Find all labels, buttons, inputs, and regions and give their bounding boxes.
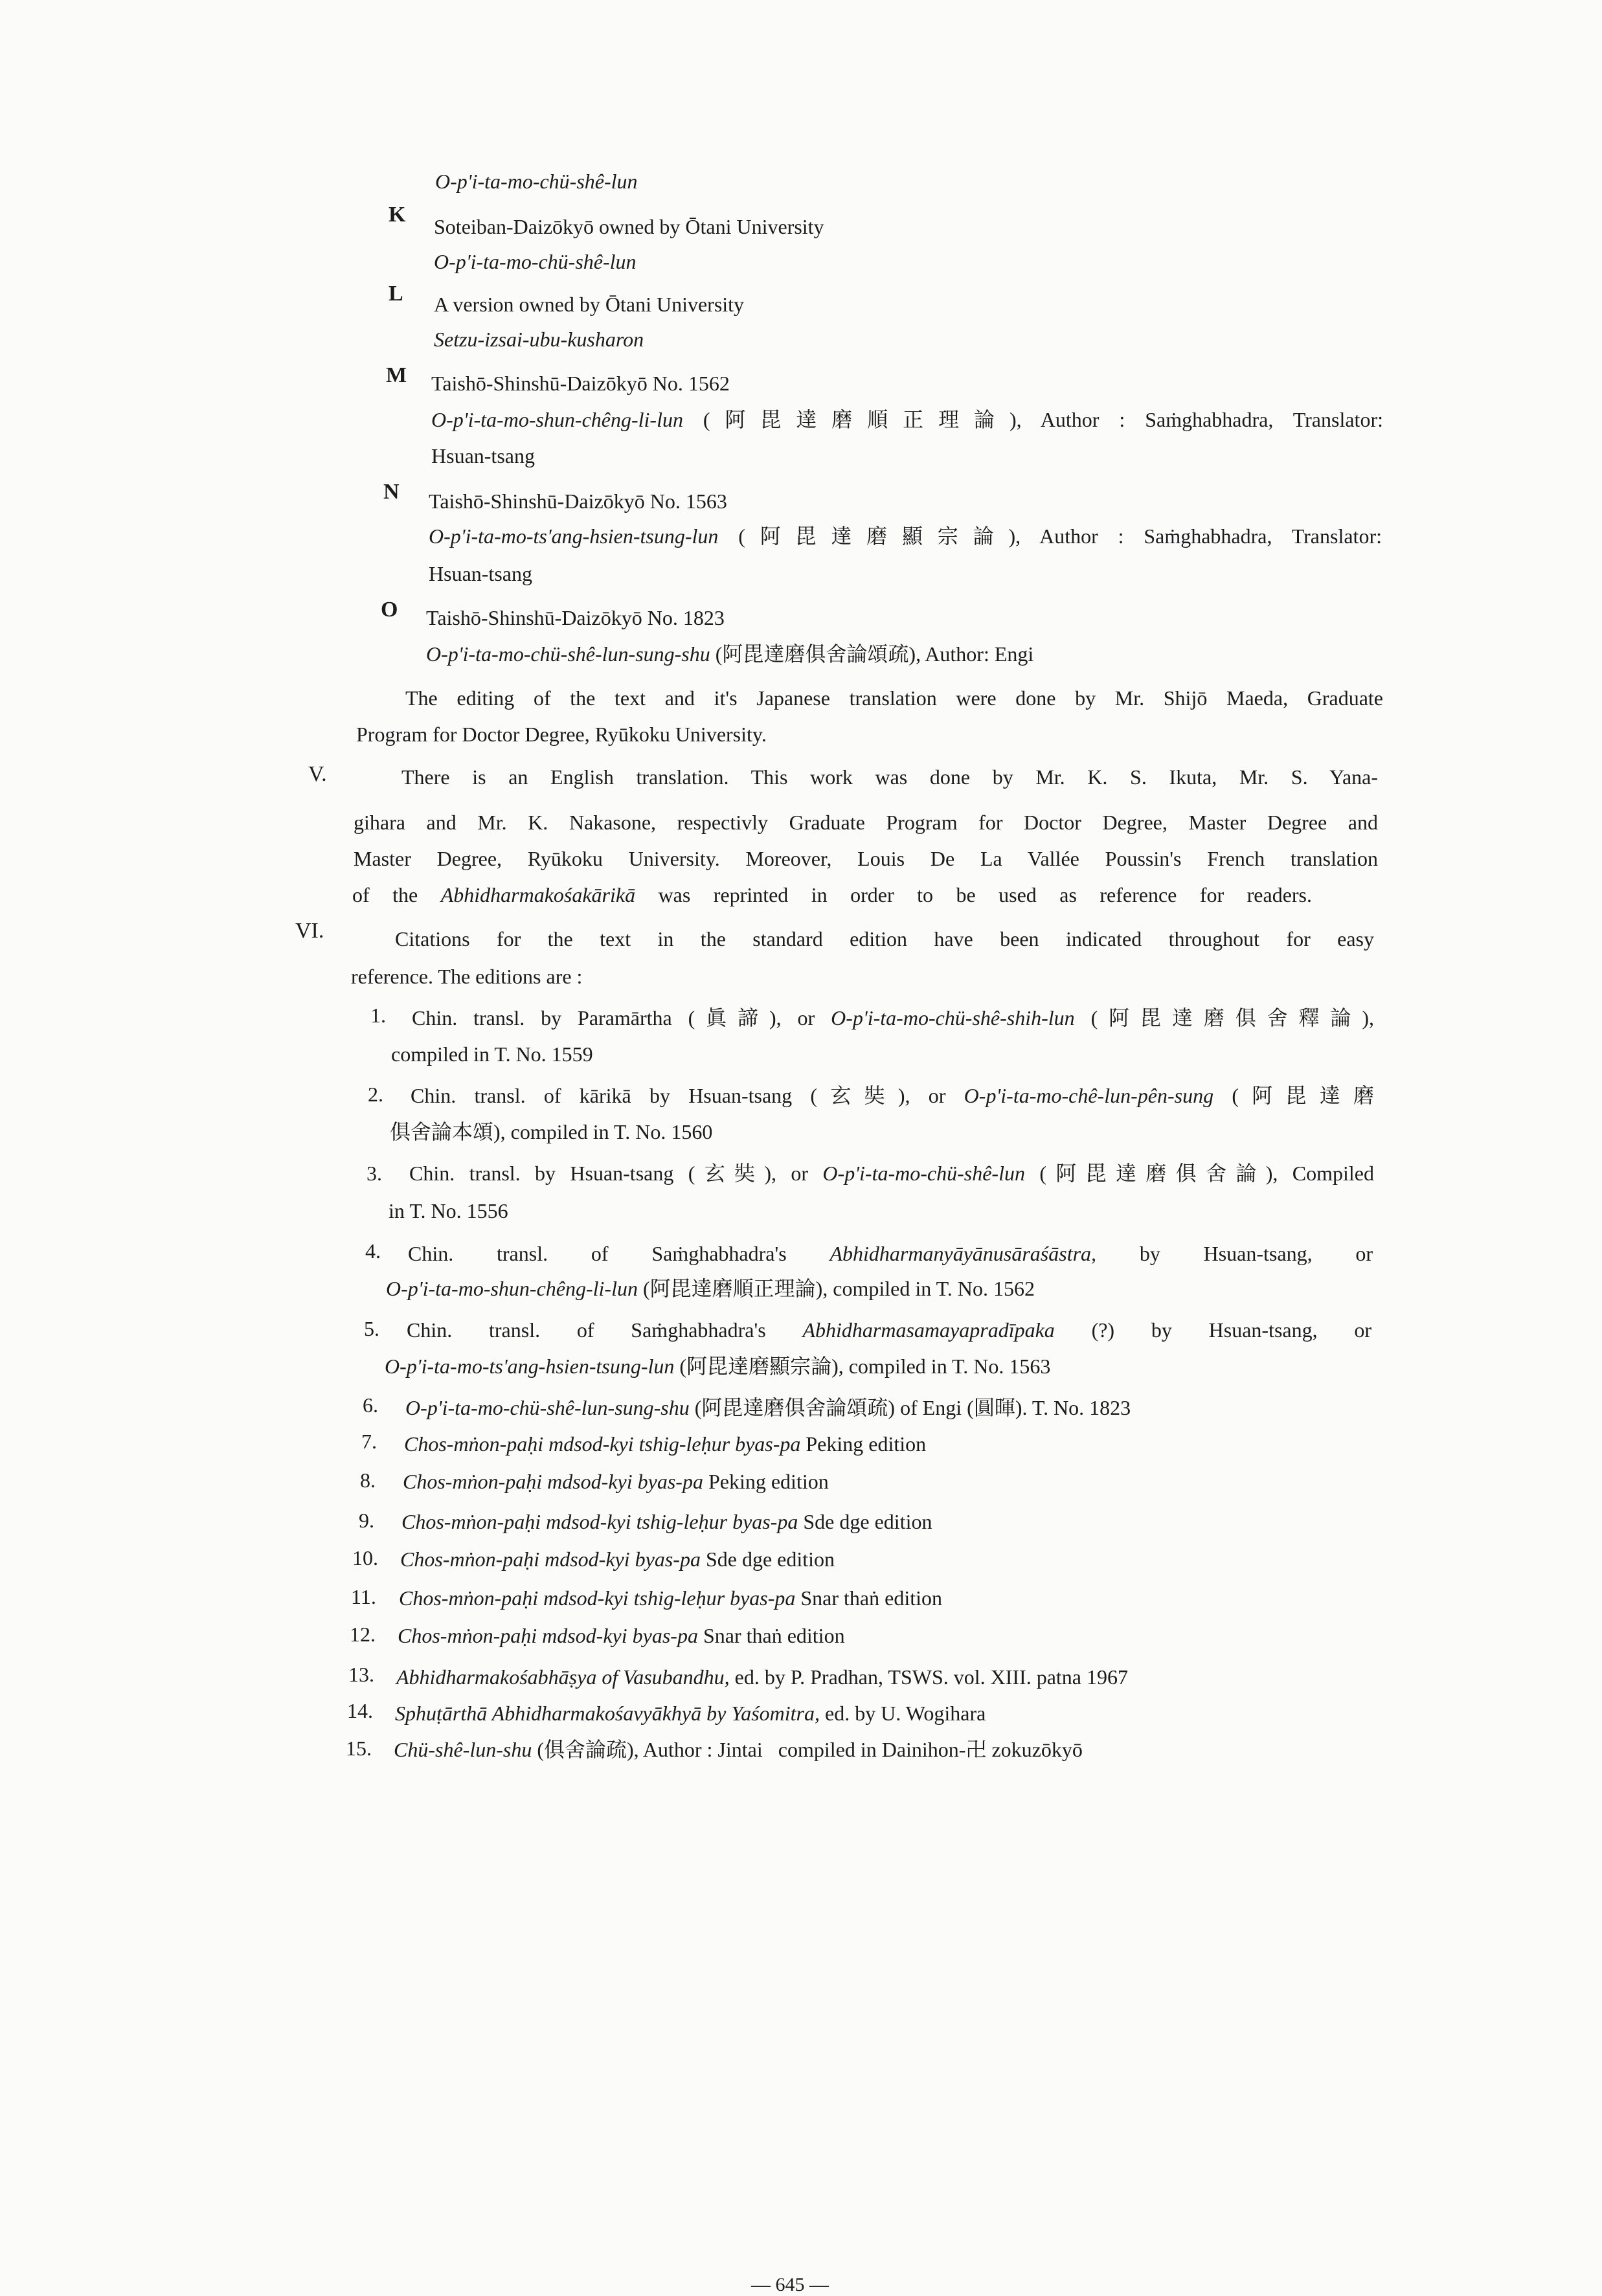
edition-11-post: Snar thaṅ edition — [800, 1586, 942, 1610]
edition-7-title: Chos-mṅon-paḥi mdsod-kyi tshig-leḥur byas-pa — [404, 1432, 801, 1456]
edition-3-post: (阿毘達磨俱舍論), Compiled — [1039, 1162, 1374, 1185]
source-l-line1: A version owned by Ōtani University — [434, 293, 745, 316]
edition-14-title: Sphuṭārthā Abhidharmakośavyākhyā by Yaśomitra, — [395, 1702, 820, 1725]
edition-12-number: 12. — [350, 1623, 376, 1646]
edition-1-title: O-p'i-ta-mo-chü-shê-shih-lun — [831, 1006, 1075, 1030]
edition-3-pre: Chin. transl. by Hsuan-tsang (玄奘), or — [409, 1162, 809, 1185]
edition-6-number: 6. — [363, 1393, 378, 1417]
edition-10-title: Chos-mṅon-paḥi mdsod-kyi byas-pa — [400, 1548, 701, 1571]
edition-1-number: 1. — [370, 1004, 386, 1027]
edition-11-number: 11. — [351, 1585, 376, 1608]
section-v-line4 — [352, 882, 1312, 908]
edition-15-line — [394, 1737, 1083, 1762]
edition-2-title: O-p'i-ta-mo-chê-lun-pên-sung — [964, 1084, 1214, 1107]
edition-9-title: Chos-mṅon-paḥi mdsod-kyi tshig-leḥur byas-pa — [401, 1510, 798, 1533]
edition-10-number: 10. — [352, 1546, 378, 1570]
edition-14-line — [395, 1700, 986, 1726]
edition-6-line — [405, 1395, 1131, 1421]
source-n-title: O-p'i-ta-mo-ts'ang-hsien-tsung-lun — [429, 524, 719, 548]
edition-5-line1 — [407, 1317, 1371, 1343]
source-n-line2 — [429, 523, 1382, 549]
edition-12-line — [398, 1623, 845, 1649]
editing-line2: Program for Doctor Degree, Ryūkoku University. — [356, 723, 767, 746]
source-n-line3: Hsuan-tsang — [429, 562, 532, 585]
edition-2-number: 2. — [368, 1083, 383, 1106]
edition-2-line2: 俱舍論本頌), compiled in T. No. 1560 — [390, 1120, 713, 1143]
section-v-line4-pre: of the — [352, 883, 418, 906]
section-v-numeral: V. — [308, 762, 327, 786]
edition-5-title: Abhidharmasamayapradīpaka — [802, 1318, 1055, 1342]
source-k-line1: Soteiban-Daizōkyō owned by Ōtani University — [434, 215, 824, 238]
edition-4-line1 — [408, 1241, 1373, 1266]
editing-line1: The editing of the text and it's Japanese translation were done by Mr. Shijō Maeda, Graduate — [405, 686, 1383, 710]
edition-4-line2 — [386, 1276, 1035, 1301]
source-m-title: O-p'i-ta-mo-shun-chêng-li-lun — [431, 408, 683, 431]
edition-5-pre: Chin. transl. of Saṁghabhadra's — [407, 1318, 766, 1342]
edition-2-line1 — [411, 1083, 1374, 1109]
edition-5-number: 5. — [364, 1317, 379, 1340]
edition-4-title: Abhidharmanyāyānusāraśāstra, — [829, 1242, 1097, 1265]
edition-13-title: Abhidharmakośabhāṣya of Vasubandhu, — [396, 1665, 730, 1689]
source-letter-n: N — [383, 480, 400, 504]
section-v-title: Abhidharmakośakārikā — [440, 883, 636, 906]
source-k-title: O-p'i-ta-mo-chü-shê-lun — [434, 250, 637, 273]
edition-4-title2: O-p'i-ta-mo-shun-chêng-li-lun — [386, 1277, 638, 1300]
edition-10-post: Sde dge edition — [705, 1548, 835, 1571]
source-m-rest: (阿毘達磨順正理論), Author : Saṁghabhadra, Translator: — [703, 408, 1383, 431]
edition-11-line — [399, 1585, 942, 1611]
edition-1-line2: compiled in T. No. 1559 — [391, 1042, 593, 1066]
edition-13-post: ed. by P. Pradhan, TSWS. vol. XIII. patna 1967 — [734, 1665, 1128, 1689]
edition-4-number: 4. — [365, 1239, 381, 1263]
edition-10-line — [400, 1546, 835, 1572]
source-m-line3: Hsuan-tsang — [431, 444, 535, 467]
edition-3-line1 — [409, 1160, 1374, 1186]
edition-4-post: by Hsuan-tsang, or — [1139, 1242, 1373, 1265]
edition-9-line — [401, 1509, 932, 1535]
edition-1-line1 — [412, 1005, 1374, 1031]
edition-3-line2: in T. No. 1556 — [389, 1199, 508, 1222]
edition-12-title: Chos-mṅon-paḥi mdsod-kyi byas-pa — [398, 1624, 698, 1647]
edition-6-post: (阿毘達磨俱舍論頌疏) of Engi (圓暉). T. No. 1823 — [694, 1396, 1131, 1419]
source-letter-m: M — [386, 363, 407, 387]
edition-5-line2 — [385, 1353, 1050, 1379]
source-m-line2 — [431, 407, 1383, 433]
section-vi-line1: Citations for the text in the standard edition have been indicated throughout for easy — [395, 927, 1374, 951]
edition-7-post: Peking edition — [806, 1432, 927, 1456]
section-vi-line2: reference. The editions are : — [351, 965, 583, 988]
edition-5-line2-rest: (阿毘達磨顯宗論), compiled in T. No. 1563 — [679, 1355, 1051, 1378]
source-l-title: Setzu-izsai-ubu-kusharon — [434, 328, 644, 351]
source-o-title: O-p'i-ta-mo-chü-shê-lun-sung-shu — [426, 642, 710, 666]
section-vi-numeral: VI. — [295, 919, 324, 943]
source-j-title: O-p'i-ta-mo-chü-shê-lun — [435, 170, 638, 193]
edition-12-post: Snar thaṅ edition — [703, 1624, 845, 1647]
source-n-line1: Taishō-Shinshū-Daizōkyō No. 1563 — [429, 490, 727, 513]
edition-2-post: (阿毘達磨 — [1232, 1084, 1374, 1107]
source-m-line1: Taishō-Shinshū-Daizōkyō No. 1562 — [431, 372, 730, 395]
edition-8-number: 8. — [360, 1469, 376, 1492]
section-v-line3: Master Degree, Ryūkoku University. Moreover, Louis De La Vallée Poussin's French translation — [354, 847, 1378, 870]
edition-3-number: 3. — [367, 1162, 382, 1185]
edition-15-post: (俱舍論疏), Author : Jintai compiled in Dainihon-卍 zokuzōkyō — [537, 1738, 1083, 1761]
edition-5-post: (?) by Hsuan-tsang, or — [1091, 1318, 1372, 1342]
edition-1-pre: Chin. transl. by Paramārtha (眞諦), or — [412, 1006, 815, 1030]
section-v-line1: There is an English translation. This work was done by Mr. K. S. Ikuta, Mr. S. Yana- — [401, 765, 1378, 789]
source-letter-k: K — [389, 203, 406, 227]
edition-8-line — [403, 1469, 829, 1494]
edition-6-title: O-p'i-ta-mo-chü-shê-lun-sung-shu — [405, 1396, 690, 1419]
edition-15-title: Chü-shê-lun-shu — [394, 1738, 532, 1761]
edition-5-title2: O-p'i-ta-mo-ts'ang-hsien-tsung-lun — [385, 1355, 675, 1378]
edition-3-title: O-p'i-ta-mo-chü-shê-lun — [822, 1162, 1025, 1185]
source-letter-o: O — [381, 598, 398, 622]
edition-4-pre: Chin. transl. of Saṁghabhadra's — [408, 1242, 787, 1265]
source-o-line1: Taishō-Shinshū-Daizōkyō No. 1823 — [426, 606, 725, 629]
edition-4-line2-rest: (阿毘達磨順正理論), compiled in T. No. 1562 — [642, 1277, 1035, 1300]
edition-14-post: ed. by U. Wogihara — [824, 1702, 986, 1725]
source-o-rest: (阿毘達磨俱舍論頌疏), Author: Engi — [715, 642, 1034, 666]
page-number: — 645 — — [751, 2274, 829, 2295]
edition-8-title: Chos-mṅon-paḥi mdsod-kyi byas-pa — [403, 1470, 703, 1493]
source-o-line2 — [426, 641, 1033, 667]
section-v-line4-post: was reprinted in order to be used as reference for readers. — [658, 883, 1312, 906]
edition-13-line — [396, 1664, 1128, 1690]
edition-14-number: 14. — [347, 1699, 373, 1722]
edition-11-title: Chos-mṅon-paḥi mdsod-kyi tshig-leḥur byas-pa — [399, 1586, 796, 1610]
edition-13-number: 13. — [348, 1663, 374, 1686]
source-letter-l: L — [389, 282, 403, 306]
section-v-line2: gihara and Mr. K. Nakasone, respectivly Graduate Program for Doctor Degree, Master Degree and — [354, 811, 1378, 834]
edition-9-number: 9. — [359, 1509, 374, 1532]
edition-8-post: Peking edition — [708, 1470, 829, 1493]
edition-7-line — [404, 1431, 926, 1457]
source-n-rest: (阿毘達磨顯宗論), Author : Saṁghabhadra, Translator: — [738, 524, 1382, 548]
edition-7-number: 7. — [361, 1430, 377, 1453]
edition-9-post: Sde dge edition — [803, 1510, 932, 1533]
edition-2-pre: Chin. transl. of kārikā by Hsuan-tsang (玄奘), or — [411, 1084, 946, 1107]
edition-15-number: 15. — [346, 1737, 372, 1760]
edition-1-post: (阿毘達磨俱舍釋論), — [1090, 1006, 1374, 1030]
